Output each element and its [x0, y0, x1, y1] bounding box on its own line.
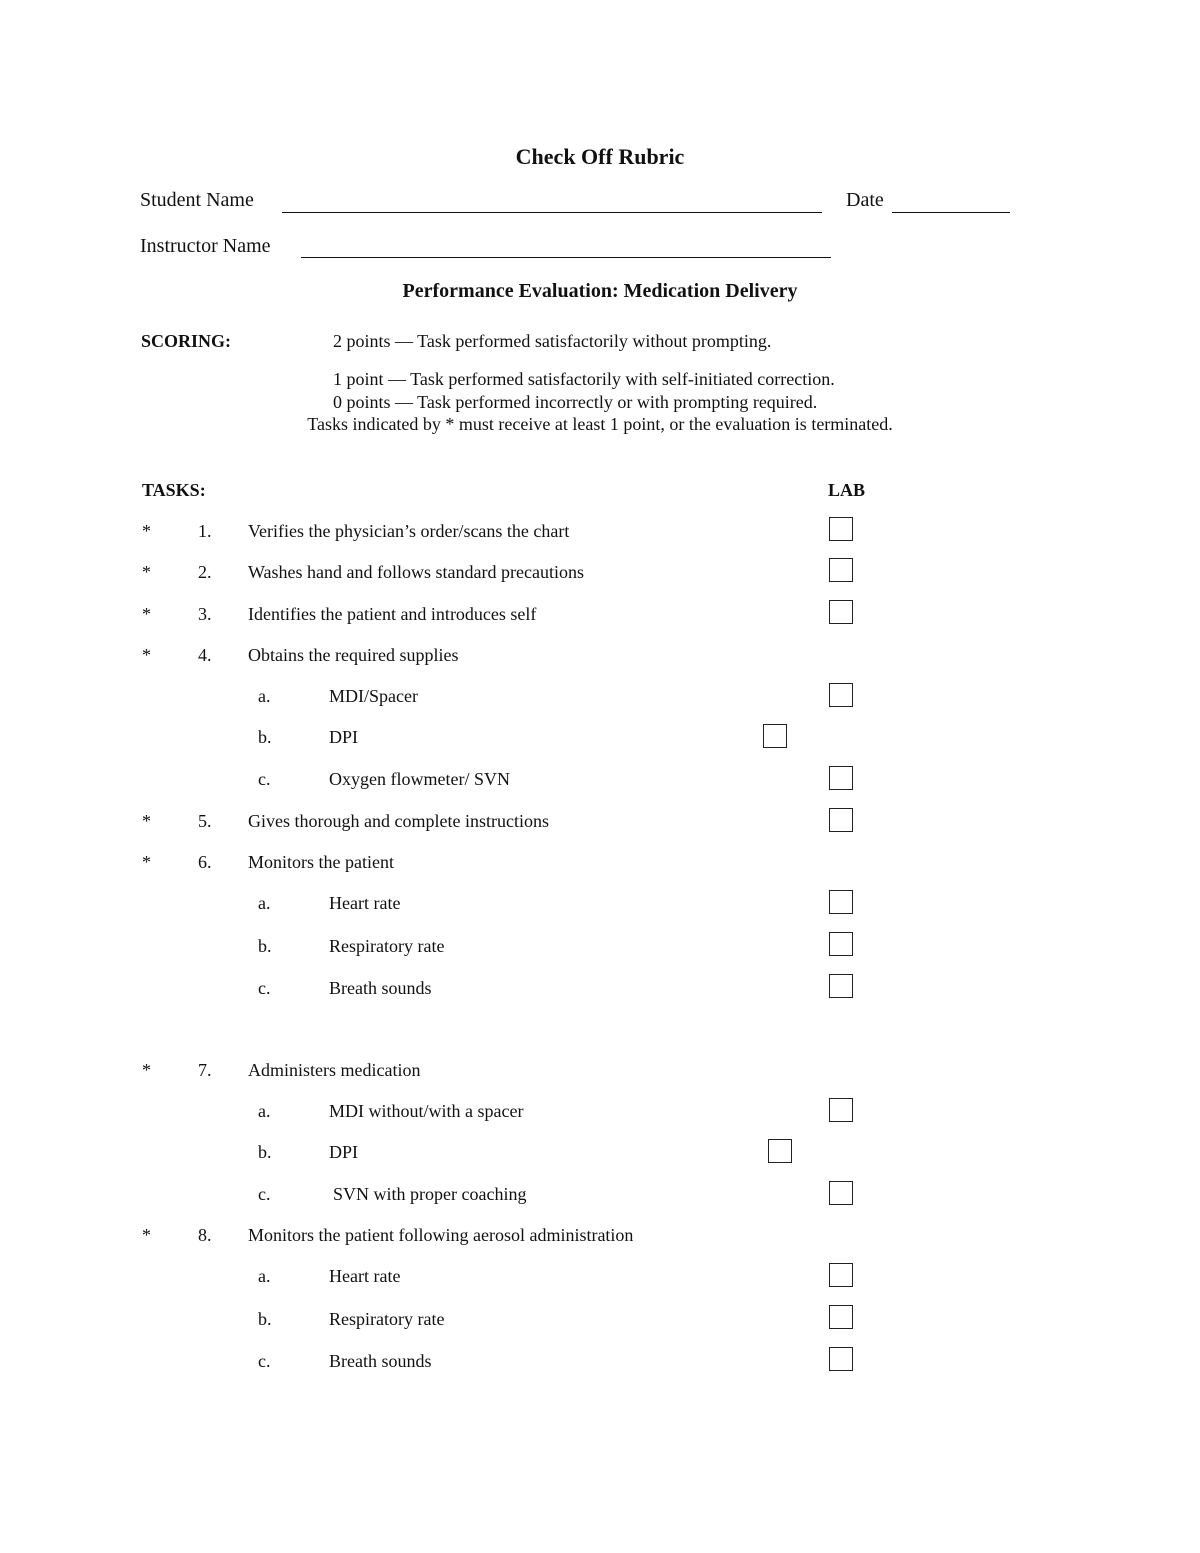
task-number: 4. — [198, 645, 212, 665]
subtask-letter: b. — [258, 727, 272, 747]
task-number: 3. — [198, 604, 212, 624]
tasks-header: TASKS: — [142, 480, 206, 500]
required-marker: * — [142, 1060, 151, 1080]
subtask-text: DPI — [329, 1142, 359, 1162]
required-marker: * — [142, 604, 151, 624]
subtask-letter: c. — [258, 769, 271, 789]
lab-header: LAB — [828, 480, 866, 500]
subtask-text: MDI/Spacer — [329, 686, 418, 706]
scoring-note: Tasks indicated by * must receive at least 1 point, or the evaluation is terminated. — [307, 414, 893, 434]
task-number: 2. — [198, 562, 212, 582]
date-field[interactable] — [892, 212, 1010, 213]
task-text: Obtains the required supplies — [248, 645, 459, 665]
lab-checkbox[interactable] — [829, 1305, 853, 1329]
task-text: Monitors the patient — [248, 852, 394, 872]
subtask-text: SVN with proper coaching — [333, 1184, 527, 1204]
lab-checkbox[interactable] — [829, 683, 853, 707]
lab-checkbox[interactable] — [829, 890, 853, 914]
subtask-text: Breath sounds — [329, 978, 432, 998]
lab-checkbox[interactable] — [829, 558, 853, 582]
lab-checkbox[interactable] — [829, 974, 853, 998]
lab-checkbox[interactable] — [829, 1347, 853, 1371]
subtask-text: Oxygen flowmeter/ SVN — [329, 769, 510, 789]
task-text: Gives thorough and complete instructions — [248, 811, 549, 831]
required-marker: * — [142, 1225, 151, 1245]
task-text: Verifies the physician’s order/scans the chart — [248, 521, 570, 541]
lab-checkbox[interactable] — [829, 932, 853, 956]
lab-checkbox[interactable] — [829, 766, 853, 790]
required-marker: * — [142, 645, 151, 665]
task-number: 7. — [198, 1060, 212, 1080]
required-marker: * — [142, 521, 151, 541]
subtask-letter: a. — [258, 1266, 271, 1286]
subtask-text: MDI without/with a spacer — [329, 1101, 524, 1121]
scoring-line-0pts: 0 points — Task performed incorrectly or with prompting required. — [333, 392, 818, 412]
subtask-letter: a. — [258, 686, 271, 706]
student-name-field[interactable] — [282, 212, 822, 213]
evaluation-subtitle: Performance Evaluation: Medication Delivery — [402, 280, 798, 302]
subtask-letter: c. — [258, 1184, 271, 1204]
task-number: 6. — [198, 852, 212, 872]
task-text: Identifies the patient and introduces self — [248, 604, 537, 624]
subtask-letter: b. — [258, 1309, 272, 1329]
required-marker: * — [142, 811, 151, 831]
scoring-line-1pt: 1 point — Task performed satisfactorily with self-initiated correction. — [333, 369, 835, 389]
scoring-label: SCORING: — [141, 331, 232, 351]
required-marker: * — [142, 852, 151, 872]
subtask-text: Respiratory rate — [329, 1309, 445, 1329]
date-label: Date — [846, 189, 884, 211]
subtask-letter: a. — [258, 893, 271, 913]
task-number: 8. — [198, 1225, 212, 1245]
required-marker: * — [142, 562, 151, 582]
task-text: Administers medication — [248, 1060, 421, 1080]
subtask-text: Heart rate — [329, 893, 401, 913]
task-number: 5. — [198, 811, 212, 831]
instructor-name-label: Instructor Name — [140, 235, 271, 257]
lab-checkbox[interactable] — [829, 600, 853, 624]
task-number: 1. — [198, 521, 212, 541]
lab-checkbox[interactable] — [829, 517, 853, 541]
instructor-name-field[interactable] — [301, 257, 831, 258]
subtask-letter: b. — [258, 936, 272, 956]
subtask-text: Breath sounds — [329, 1351, 432, 1371]
subtask-letter: c. — [258, 978, 271, 998]
lab-checkbox[interactable] — [829, 808, 853, 832]
lab-checkbox[interactable] — [829, 1098, 853, 1122]
lab-checkbox[interactable] — [763, 724, 787, 748]
document-title: Check Off Rubric — [515, 144, 685, 169]
subtask-text: DPI — [329, 727, 359, 747]
task-text: Washes hand and follows standard precautions — [248, 562, 584, 582]
subtask-letter: a. — [258, 1101, 271, 1121]
lab-checkbox[interactable] — [829, 1181, 853, 1205]
subtask-letter: c. — [258, 1351, 271, 1371]
subtask-letter: b. — [258, 1142, 272, 1162]
subtask-text: Heart rate — [329, 1266, 401, 1286]
lab-checkbox[interactable] — [829, 1263, 853, 1287]
lab-checkbox[interactable] — [768, 1139, 792, 1163]
student-name-label: Student Name — [140, 189, 254, 211]
task-text: Monitors the patient following aerosol administration — [248, 1225, 634, 1245]
scoring-line-2pts: 2 points — Task performed satisfactorily without prompting. — [333, 331, 772, 351]
subtask-text: Respiratory rate — [329, 936, 445, 956]
